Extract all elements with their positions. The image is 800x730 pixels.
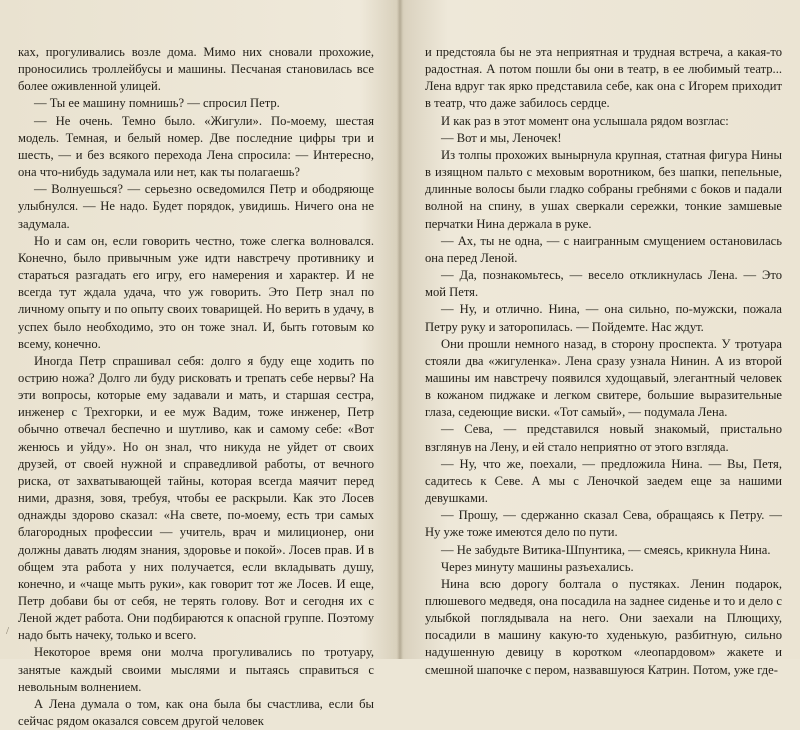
paragraph: — Ты ее машину помнишь? — спросил Петр. <box>34 96 280 111</box>
paragraph: — Ах, ты не одна, — с наигранным смущением остановилась она перед Леной. <box>425 233 782 265</box>
paragraph: и предстояла бы не эта неприятная и трудная встреча, а какая-то радостная. А потом пошли бы они в театр, в ее любимый театр... Лена вдруг так ярко представила себе, как она с Игорем приходит в театр, что даже забилось сердце. <box>425 45 782 111</box>
paragraph: И как раз в этот момент она услышала рядом возглас: <box>441 113 729 128</box>
paragraph: ках, прогуливались возле дома. Мимо них сновали прохожие, проносились троллейбусы и машины. Песчаная становилась все более оживленной улицей. <box>18 45 374 94</box>
paragraph: Нина всю дорогу болтала о пустяках. Ленин подарок, плюшевого медведя, она посадила на заднее сиденье и то и дело с улыбкой поглядывала на него. Они заехали на Плющиху, посадили в машину какую-то худенькую, разбитную, сильно надушенную девицу в коротком «леопардовом» жакете и смешной шапочке с пером, назвавшуюся Катрин. Потом, уже где- <box>425 576 782 677</box>
paragraph: — Ну, что же, поехали, — предложила Нина. — Вы, Петя, садитесь к Севе. А мы с Леночкой заедем еще за нашими девушками. <box>425 456 782 506</box>
margin-mark: / <box>6 625 10 637</box>
paragraph: — Ну, и отлично. Нина, — она сильно, по-мужски, пожала Петру руку и заторопилась. — Пойдемте. Нас ждут. <box>425 302 782 334</box>
paragraph: Некоторое время они молча прогуливались по тротуару, занятые каждый своими мыслями и пытаясь справиться с невольным волнением. <box>18 645 374 694</box>
paragraph: Они прошли немного назад, в сторону проспекта. У тротуара стояли два «жигуленка». Лена сразу узнала Нинин. А из второй машины им навстречу появился худощавый, элегантный человек в кожаном пиджаке и легком свитере, большие выразительные глаза, седеющие виски. «Тот самый», — подумала Лена. <box>425 336 782 420</box>
paragraph: — Не забудьте Витика-Шпунтика, — смеясь, крикнула Нина. <box>441 542 771 557</box>
paragraph: — Да, познакомьтесь, — весело откликнулась Лена. — Это мой Петя. <box>425 268 782 300</box>
paragraph: А Лена думала о том, как она была бы счастлива, если бы сейчас рядом оказался совсем другой человек <box>18 696 374 729</box>
paragraph: — Сева, — представился новый знакомый, пристально взглянув на Лену, и ей стало неприятно от этого взгляда. <box>425 422 782 454</box>
book-gutter <box>397 0 403 659</box>
paragraph: Но и сам он, если говорить честно, тоже слегка волновался. Конечно, было привычным уже идти навстречу противнику и стараться разгадать его игру, его намерения и характер. И не всегда тут ждала удача, что уж говорить. Это Петр знал по личному опыту и по опыту своих товарищей. Но верить в удачу, в успех было необходимо, это он тоже знал. И, быть готовым ко всему, конечно. <box>18 233 374 351</box>
paragraph: — Волнуешься? — серьезно осведомился Петр и ободряюще улыбнулся. — Не надо. Будет порядок, увидишь. Ничего она не задумала. <box>18 182 374 231</box>
right-page <box>425 44 782 677</box>
paragraph: — Прошу, — сдержанно сказал Сева, обращаясь к Петру. — Ну уже тоже имеются дело по пути. <box>425 508 782 540</box>
left-page <box>18 44 374 729</box>
paragraph: Иногда Петр спрашивал себя: долго я буду еще ходить по острию ножа? Долго ли буду рисковать и трепать себе нервы? На эти вопросы, которые ему задавали и мать, и старшая сестра, инженер с Трехгорки, и ее муж Вадим, тоже инженер, Петр обычно отвечал беспечно и шутливо, как и самому себе: «Вот женюсь и уйду». Но он знал, что никуда не уйдет от своих друзей, от своей нужной и справедливой работы, от вечного риска, от захватывающей тайны, которая всегда маячит перед ними, дразня, зовя, требуя, чтобы ее раскрыли. Как это Лосев однажды здорово сказал: «На свете, по-моему, есть три самых благородных профессии — учитель, врач и милиционер, они должны давать людям знания, здоровье и покой». Лосев прав. И в общем эта работа у них получается, если вкладывать душу, конечно, и «чаще мыть руки», как говорит тот же Лосев. И еще, Петр добави бы от себя, не терять голову. Вот и сегодня их с Леной ждет работа. Они подбираются к опасной группе. Поэтому надо быть начеку, только и всего. <box>18 353 374 643</box>
paragraph: — Не очень. Темно было. «Жигули». По-моему, шестая модель. Темная, и белый номер. Две последние цифры три и шесть, — и без всякого перехода Лена спросила: — Интересно, она что-нибудь задумала или нет, как ты полагаешь? <box>18 113 374 180</box>
paragraph: Через минуту машины разъехались. <box>441 559 634 574</box>
paragraph: — Вот и мы, Леночек! <box>441 130 562 145</box>
paragraph: Из толпы прохожих вынырнула крупная, статная фигура Нины в изящном пальто с меховым воротником, без шапки, пепельные, длинные волосы были гладко собраны гребнями с боков и падали волной на спину, в ушах сверкали сережки, тонкие замшевые перчатки Нина держала в руке. <box>425 147 782 231</box>
